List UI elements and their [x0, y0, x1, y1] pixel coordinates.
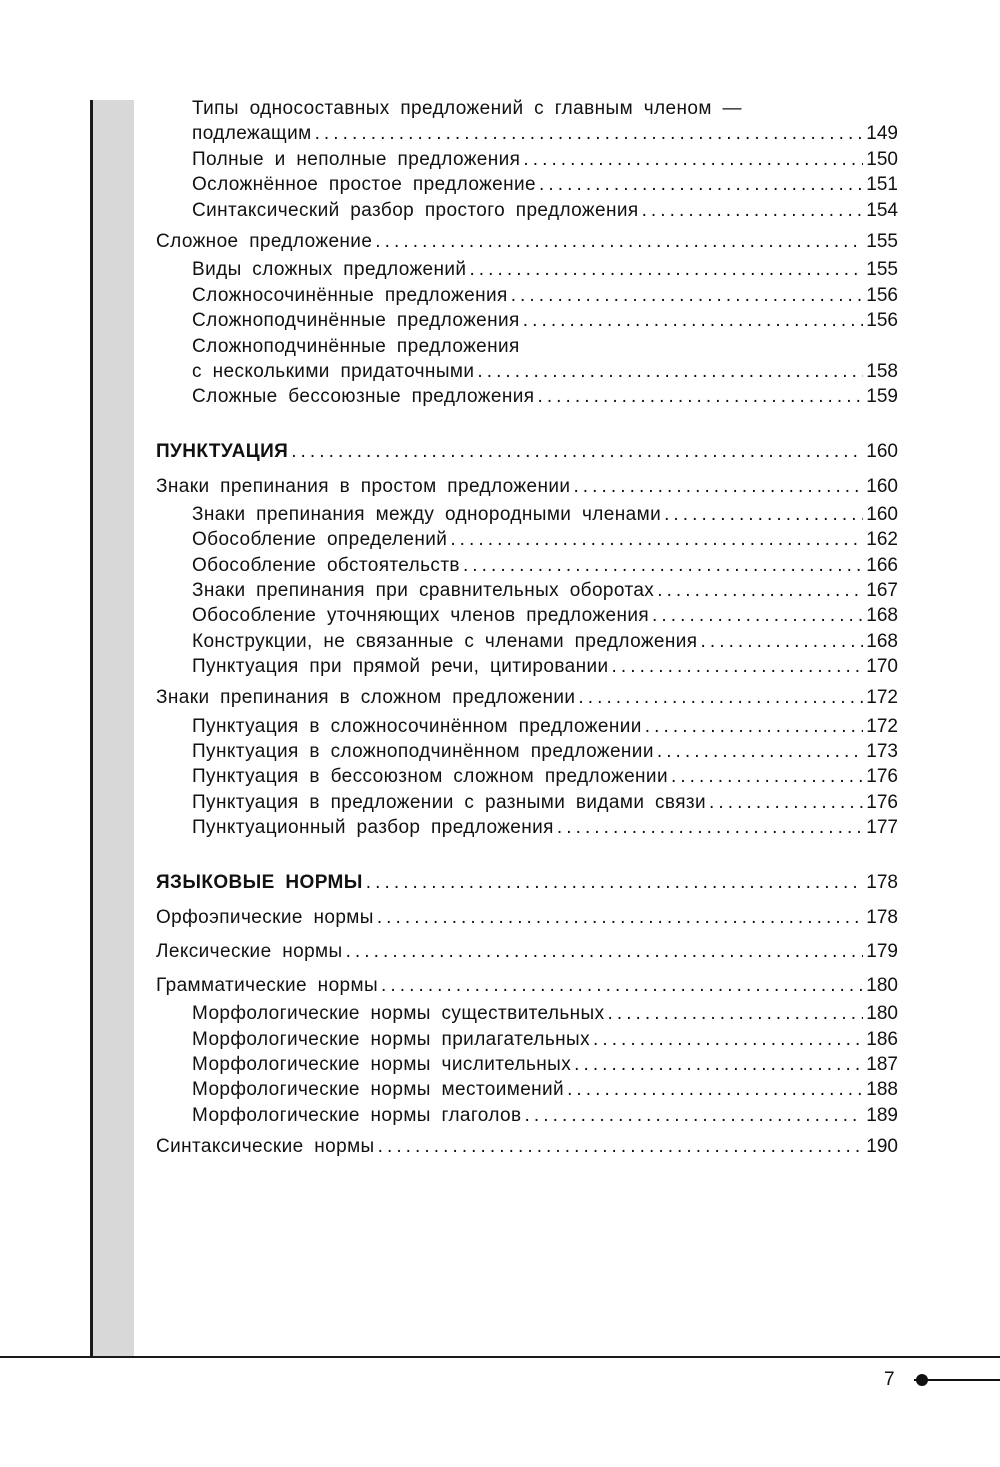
toc-page-number: 150	[866, 149, 898, 170]
dot-leader	[573, 474, 863, 500]
page-marker-dot-icon	[916, 1374, 928, 1386]
dot-leader	[593, 1027, 863, 1053]
dot-leader	[463, 553, 863, 579]
toc-entry-title: Обособление определений	[192, 529, 448, 550]
dot-leader	[539, 172, 863, 198]
toc-entry[interactable]	[192, 308, 898, 334]
dot-leader	[315, 121, 864, 147]
toc-page-number: 179	[866, 941, 898, 962]
toc-entry-title: Осложнённое простое предложение	[192, 174, 537, 195]
toc-entry[interactable]	[192, 764, 898, 790]
toc-entry-title: Морфологические нормы глаголов	[192, 1105, 522, 1126]
toc-page-number: 166	[866, 555, 898, 576]
toc-page-number: 173	[866, 741, 898, 762]
dot-leader	[537, 384, 863, 410]
toc-entry-title: Пунктуация в сложносочинённом предложении	[192, 716, 642, 737]
toc-page-number: 149	[866, 123, 898, 144]
toc-entry[interactable]	[192, 815, 898, 841]
dot-leader	[378, 1134, 864, 1160]
toc-entry[interactable]	[192, 147, 898, 173]
toc-entry[interactable]	[192, 1027, 898, 1053]
toc-page-number: 151	[866, 174, 898, 195]
toc-page-number: 172	[866, 716, 898, 737]
toc-entry[interactable]	[192, 359, 898, 385]
toc-page-number: 176	[866, 792, 898, 813]
dot-leader	[709, 790, 863, 816]
margin-bar	[90, 100, 134, 1358]
dot-leader	[607, 1001, 863, 1027]
dot-leader	[366, 870, 864, 896]
dot-leader	[645, 714, 864, 740]
toc-entry-title: Знаки препинания между однородными членами	[192, 504, 662, 525]
toc-entry[interactable]	[192, 1001, 898, 1027]
toc-entry[interactable]	[192, 790, 898, 816]
toc-entry[interactable]	[192, 527, 898, 553]
toc-entry-title: с несколькими придаточными	[192, 361, 475, 382]
toc-entry-title: Знаки препинания при сравнительных оборотах	[192, 580, 655, 601]
toc-page-number: 160	[866, 441, 898, 462]
toc-subsection[interactable]	[156, 474, 898, 500]
toc-page-number: 176	[866, 766, 898, 787]
toc-section-title: ПУНКТУАЦИЯ	[156, 441, 289, 462]
page-number: 7	[884, 1369, 895, 1390]
toc-page-number: 187	[866, 1054, 898, 1075]
dot-leader	[291, 439, 863, 465]
toc-page-number: 156	[866, 310, 898, 331]
toc-entry-title: Морфологические нормы местоимений	[192, 1079, 565, 1100]
dot-leader	[664, 502, 863, 528]
toc-entry-title: Конструкции, не связанные с членами предложения	[192, 631, 698, 652]
toc-entry-title: Знаки препинания в простом предложении	[156, 476, 571, 497]
toc-entry-title: Пунктуация в сложноподчинённом предложении	[192, 741, 654, 762]
toc-entry-title: Обособление обстоятельств	[192, 555, 460, 576]
toc-entry-title: Сложноподчинённые предложения	[192, 336, 520, 357]
toc-entry[interactable]	[192, 739, 898, 765]
toc-entry-title: Сложное предложение	[156, 231, 373, 252]
toc-page-number: 188	[866, 1079, 898, 1100]
toc-entry-title: Морфологические нормы существительных	[192, 1003, 605, 1024]
toc-subsection[interactable]	[156, 973, 898, 999]
dot-leader	[477, 359, 863, 385]
toc-entry-title: Пунктуация в бессоюзном сложном предложении	[192, 766, 668, 787]
toc-entry-title: Сложные бессоюзные предложения	[192, 386, 535, 407]
toc-entry[interactable]	[192, 629, 898, 655]
toc-entry[interactable]	[192, 384, 898, 410]
dot-leader	[381, 973, 863, 999]
dot-leader	[657, 739, 863, 765]
toc-entry[interactable]	[192, 283, 898, 309]
dot-leader	[346, 939, 864, 965]
dot-leader	[567, 1077, 863, 1103]
dot-leader	[657, 578, 863, 604]
toc-entry-title: Сложносочинённые предложения	[192, 285, 508, 306]
toc-entry[interactable]	[192, 1103, 898, 1129]
toc-entry[interactable]	[192, 553, 898, 579]
toc-section[interactable]	[156, 439, 898, 465]
toc-section-title: ЯЗЫКОВЫЕ НОРМЫ	[156, 872, 363, 893]
dot-leader	[642, 198, 864, 224]
toc-page-number: 180	[866, 1003, 898, 1024]
dot-leader	[574, 1052, 863, 1078]
toc-entry-title: Пунктуация в предложении с разными видами связи	[192, 792, 707, 813]
toc-page-number: 155	[866, 259, 898, 280]
toc-page-number: 189	[866, 1105, 898, 1126]
toc-entry-title: Обособление уточняющих членов предложения	[192, 605, 650, 626]
toc-entry-title: Синтаксические нормы	[156, 1136, 375, 1157]
toc-page-number: 172	[866, 687, 898, 708]
toc-page-number: 168	[866, 631, 898, 652]
dot-leader	[701, 629, 864, 655]
dot-leader	[523, 147, 863, 173]
toc-subsection[interactable]	[156, 939, 898, 965]
dot-leader	[525, 1103, 864, 1129]
toc-page-number: 155	[866, 231, 898, 252]
toc-entry-title: Орфоэпические нормы	[156, 907, 374, 928]
dot-leader	[450, 527, 863, 553]
toc-entry-title: Виды сложных предложений	[192, 259, 467, 280]
toc-page-number: 168	[866, 605, 898, 626]
toc-entry-title: Знаки препинания в сложном предложении	[156, 687, 576, 708]
toc-entry[interactable]	[192, 603, 898, 629]
toc-page-number: 167	[866, 580, 898, 601]
dot-leader	[671, 764, 863, 790]
toc-page-number: 158	[866, 361, 898, 382]
dot-leader	[469, 257, 863, 283]
toc-entry[interactable]	[192, 502, 898, 528]
toc-entry[interactable]	[192, 257, 898, 283]
toc-entry-title: Грамматические нормы	[156, 975, 379, 996]
toc-page-number: 159	[866, 386, 898, 407]
toc-entry-title: Лексические нормы	[156, 941, 343, 962]
toc-entry-title: Пунктуационный разбор предложения	[192, 817, 554, 838]
toc-entry-title: Синтаксический разбор простого предложения	[192, 200, 639, 221]
toc-entry[interactable]	[192, 198, 898, 224]
toc-page-number: 190	[866, 1136, 898, 1157]
toc-entry-title: Морфологические нормы числительных	[192, 1054, 572, 1075]
toc-page-number: 177	[866, 817, 898, 838]
toc-entry[interactable]	[192, 121, 898, 147]
toc-entry-title: Морфологические нормы прилагательных	[192, 1029, 590, 1050]
toc-page-number: 160	[866, 476, 898, 497]
toc-entry[interactable]	[192, 1077, 898, 1103]
toc-page-number: 156	[866, 285, 898, 306]
toc-page-number: 162	[866, 529, 898, 550]
dot-leader	[612, 654, 864, 680]
toc-entry-title: Пунктуация при прямой речи, цитировании	[192, 656, 609, 677]
toc-entry[interactable]	[192, 172, 898, 198]
toc-page-number: 178	[866, 872, 898, 893]
dot-leader	[511, 283, 864, 309]
toc-entry-title: Полные и неполные предложения	[192, 149, 521, 170]
toc-page-number: 170	[866, 656, 898, 677]
toc-page-number: 154	[866, 200, 898, 221]
toc-entry[interactable]	[192, 654, 898, 680]
toc-entry[interactable]	[192, 714, 898, 740]
toc-entry-title: Типы односоставных предложений с главным членом —	[192, 98, 742, 119]
dot-leader	[375, 229, 863, 255]
dot-leader	[377, 905, 863, 931]
toc-section[interactable]	[156, 870, 898, 896]
toc-entry-title: Сложноподчинённые предложения	[192, 310, 520, 331]
toc-entry[interactable]	[192, 1052, 898, 1078]
toc-subsection[interactable]	[156, 229, 898, 255]
toc-page-number: 180	[866, 975, 898, 996]
toc-subsection[interactable]	[156, 685, 898, 711]
dot-leader	[523, 308, 864, 334]
toc-subsection[interactable]	[156, 1134, 898, 1160]
toc-entry-title: подлежащим	[192, 123, 312, 144]
toc-subsection[interactable]	[156, 905, 898, 931]
toc-page-number: 186	[866, 1029, 898, 1050]
dot-leader	[652, 603, 863, 629]
toc-entry[interactable]	[192, 578, 898, 604]
dot-leader	[557, 815, 863, 841]
toc-page-number: 160	[866, 504, 898, 525]
toc-page-number: 178	[866, 907, 898, 928]
bottom-rule	[0, 1356, 1000, 1358]
dot-leader	[578, 685, 863, 711]
